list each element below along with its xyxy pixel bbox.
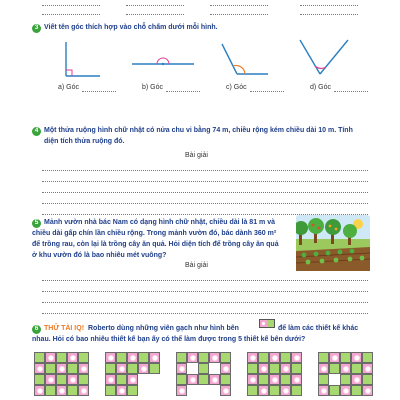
answer-line — [42, 170, 368, 171]
design-tile — [198, 363, 209, 374]
design-tile — [329, 385, 340, 396]
design-tile — [149, 363, 160, 374]
flower-icon — [344, 367, 348, 371]
design-tile — [176, 374, 187, 385]
solution-heading: Bài giải — [185, 152, 208, 159]
design-tile — [258, 385, 269, 396]
flower-icon — [38, 389, 42, 393]
answer-line — [300, 5, 358, 6]
design-tile — [56, 363, 67, 374]
answer-line — [250, 91, 284, 92]
flower-icon — [224, 389, 228, 393]
flower-icon — [131, 356, 135, 360]
right-angle-figure — [66, 42, 100, 76]
flower-icon — [60, 367, 64, 371]
design-tile — [78, 374, 89, 385]
flower-icon — [60, 389, 64, 393]
exercise-instruction: Viết tên góc thích hợp vào chỗ chấm dưới mỗi hình. — [44, 24, 218, 31]
design-4[interactable] — [247, 352, 305, 400]
design-tile — [116, 363, 127, 374]
design-tile — [45, 385, 56, 396]
design-tile — [176, 363, 187, 374]
flower-icon — [82, 389, 86, 393]
flower-icon — [262, 389, 266, 393]
flower-icon — [213, 378, 217, 382]
exercise-text: để trồng rau, còn lại là trồng cây ăn quả. Hỏi diện tích để trồng cây ăn quả — [32, 241, 279, 248]
design-tile — [362, 374, 373, 385]
flower-icon — [180, 389, 184, 393]
flower-icon — [284, 367, 288, 371]
design-tile — [220, 363, 231, 374]
flower-icon — [366, 367, 370, 371]
angle-label-a: a) Góc — [58, 84, 80, 91]
exercise-number: 3 — [32, 24, 41, 33]
design-tile — [198, 352, 209, 363]
design-tile — [138, 363, 149, 374]
design-tile — [269, 363, 280, 374]
design-tile — [105, 352, 116, 363]
design-tile — [362, 352, 373, 363]
flower-icon — [295, 356, 299, 360]
design-tile — [258, 352, 269, 363]
iq-title: THỬ TÀI IQ! — [44, 325, 85, 332]
exercise-text: chiều dài gấp chín lần chiều rộng. Trong mảnh vườn đó, bác dành 360 m² — [32, 230, 277, 237]
design-tile — [116, 385, 127, 396]
design-tile — [269, 385, 280, 396]
obtuse-angle-figure — [222, 44, 268, 74]
design-tile — [280, 374, 291, 385]
answer-line — [42, 291, 368, 292]
design-tile — [340, 352, 351, 363]
design-tile — [362, 385, 373, 396]
flower-icon — [71, 356, 75, 360]
answer-line — [166, 91, 200, 92]
design-tile — [198, 374, 209, 385]
exercise-number: 6 — [32, 325, 41, 334]
design-tile — [280, 385, 291, 396]
design-tile — [67, 363, 78, 374]
design-tile — [247, 363, 258, 374]
solution-heading: Bài giải — [185, 262, 208, 269]
design-tile — [318, 363, 329, 374]
design-tile — [247, 374, 258, 385]
flower-icon — [355, 378, 359, 382]
design-tile — [67, 352, 78, 363]
design-tile — [138, 352, 149, 363]
flower-icon — [38, 367, 42, 371]
design-tile — [67, 374, 78, 385]
flower-icon — [131, 378, 135, 382]
design-tile — [127, 363, 138, 374]
flower-icon — [191, 356, 195, 360]
flower-icon — [355, 356, 359, 360]
design-tile — [127, 374, 138, 385]
exercise-text: ở khu vườn đó là bao nhiêu mét vuông? — [32, 252, 167, 259]
design-tile — [291, 352, 302, 363]
design-tile — [340, 363, 351, 374]
exercise-text: Mảnh vườn nhà bác Nam có dạng hình chữ nhật, chiều dài là 81 m và — [44, 219, 275, 226]
flower-icon — [142, 367, 146, 371]
flower-icon — [180, 367, 184, 371]
flower-icon — [284, 389, 288, 393]
garden-illustration — [296, 215, 370, 271]
answer-line — [42, 181, 368, 182]
design-tile — [362, 363, 373, 374]
design-tile — [67, 385, 78, 396]
design-tile — [269, 352, 280, 363]
design-tile — [78, 352, 89, 363]
flower-icon — [273, 356, 277, 360]
design-tile — [340, 385, 351, 396]
design-tile — [105, 385, 116, 396]
design-tile — [329, 363, 340, 374]
design-tile — [116, 352, 127, 363]
answer-line — [334, 91, 368, 92]
design-tile — [351, 374, 362, 385]
design-tile — [280, 352, 291, 363]
design-tile — [318, 385, 329, 396]
design-tile — [149, 352, 160, 363]
design-tile — [280, 363, 291, 374]
exercise-text: Một thửa ruộng hình chữ nhật có nửa chu vi bằng 74 m, chiều rộng kém chiều dài 10 m. Tính — [44, 127, 353, 134]
design-tile — [34, 363, 45, 374]
design-tile — [209, 352, 220, 363]
flower-icon — [366, 389, 370, 393]
design-tile — [176, 352, 187, 363]
design-tile — [247, 385, 258, 396]
flower-icon — [224, 367, 228, 371]
answer-line — [126, 14, 184, 15]
design-tile — [318, 352, 329, 363]
flower-icon — [82, 367, 86, 371]
design-tile — [34, 352, 45, 363]
design-tile — [291, 374, 302, 385]
flower-icon — [109, 378, 113, 382]
flower-icon — [49, 378, 53, 382]
design-tile — [318, 374, 329, 385]
design-tile — [187, 374, 198, 385]
flower-icon — [262, 367, 266, 371]
exercise-text: để làm các thiết kế khác — [278, 325, 359, 332]
design-tile — [34, 374, 45, 385]
design-tile — [116, 374, 127, 385]
design-tile — [258, 363, 269, 374]
design-tile — [56, 352, 67, 363]
answer-line — [82, 91, 116, 92]
design-tile — [127, 352, 138, 363]
exercise-text: diện tích thửa ruộng đó. — [44, 138, 125, 145]
design-tile — [351, 363, 362, 374]
design-1[interactable] — [34, 352, 92, 400]
design-5[interactable] — [318, 352, 376, 400]
design-tile — [258, 374, 269, 385]
design-tile — [351, 385, 362, 396]
design-tile — [34, 385, 45, 396]
design-tile — [45, 363, 56, 374]
flower-icon — [295, 378, 299, 382]
exercise-number: 4 — [32, 127, 41, 136]
flower-icon — [120, 367, 124, 371]
straight-angle-figure — [132, 58, 194, 65]
design-tile — [127, 385, 138, 396]
design-tile — [329, 352, 340, 363]
design-tile — [340, 374, 351, 385]
flower-icon — [322, 367, 326, 371]
flower-icon — [251, 356, 255, 360]
flower-icon — [251, 378, 255, 382]
flower-icon — [344, 389, 348, 393]
design-tile — [209, 374, 220, 385]
angle-label-d: d) Góc — [310, 84, 332, 91]
acute-angle-figure — [300, 40, 348, 74]
flower-icon — [333, 356, 337, 360]
angle-label-c: c) Góc — [226, 84, 247, 91]
answer-line — [42, 313, 368, 314]
design-3[interactable] — [176, 352, 234, 400]
exercise-text: nhau. Hỏi có bao nhiêu thiết kế bạn ấy có thể làm được trong 5 thiết kế bên dưới? — [32, 336, 306, 343]
exercise-number: 5 — [32, 219, 41, 228]
flower-icon — [120, 389, 124, 393]
answer-line — [42, 203, 368, 204]
angle-label-b: b) Góc — [142, 84, 164, 91]
design-tile — [187, 352, 198, 363]
flower-icon — [191, 378, 195, 382]
design-tile — [291, 385, 302, 396]
sample-tile — [259, 319, 275, 328]
design-tile — [56, 374, 67, 385]
design-tile — [45, 374, 56, 385]
flower-icon — [49, 356, 53, 360]
answer-line — [300, 14, 358, 15]
flower-icon — [273, 378, 277, 382]
flower-icon — [213, 356, 217, 360]
design-2[interactable] — [105, 352, 163, 400]
design-tile — [56, 385, 67, 396]
answer-line — [210, 14, 268, 15]
design-tile — [220, 352, 231, 363]
answer-line — [42, 5, 100, 6]
flower-icon — [109, 356, 113, 360]
design-tile — [176, 385, 187, 396]
answer-line — [126, 5, 184, 6]
design-tile — [220, 385, 231, 396]
design-tile — [247, 352, 258, 363]
design-tile — [351, 352, 362, 363]
answer-line — [42, 280, 368, 281]
flower-icon — [71, 378, 75, 382]
design-tile — [45, 352, 56, 363]
design-tile — [78, 385, 89, 396]
designs-row — [0, 352, 400, 400]
flower-icon — [322, 389, 326, 393]
angle-figures — [0, 34, 400, 84]
answer-line — [42, 14, 100, 15]
exercise-text: Roberto dùng những viên gạch như hình bên — [88, 325, 239, 332]
flower-icon — [153, 356, 157, 360]
design-tile — [291, 363, 302, 374]
answer-line — [42, 192, 368, 193]
design-tile — [220, 374, 231, 385]
answer-line — [42, 302, 368, 303]
design-tile — [105, 374, 116, 385]
design-tile — [78, 363, 89, 374]
answer-line — [210, 5, 268, 6]
design-tile — [269, 374, 280, 385]
design-tile — [105, 363, 116, 374]
